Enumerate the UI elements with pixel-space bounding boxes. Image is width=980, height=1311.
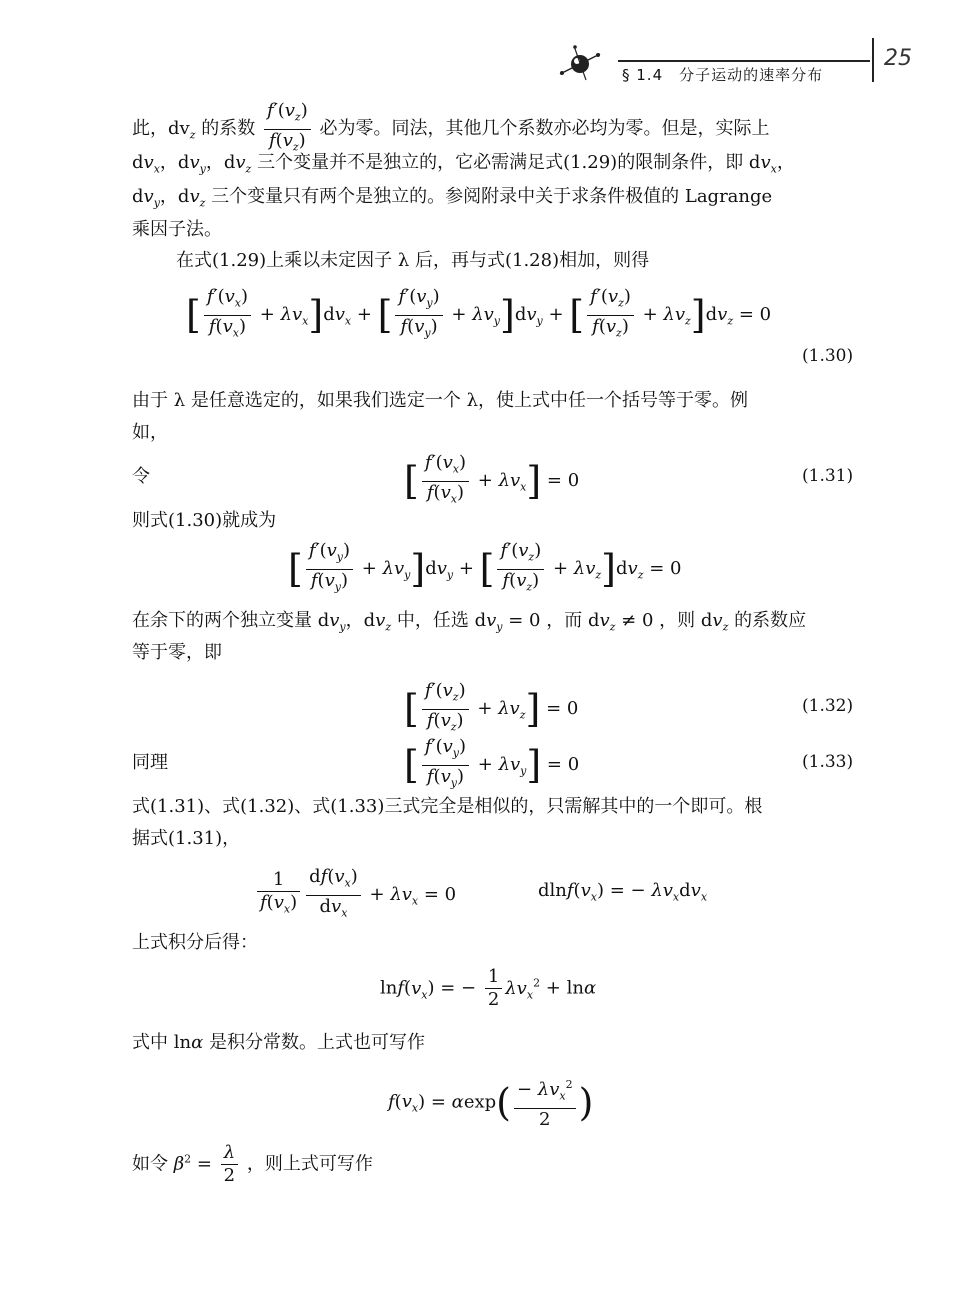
paragraph-line-5: 在式(1.29)上乘以未定因子 λ 后，再与式(1.28)相加，则得 [176, 250, 650, 271]
paragraph-line-1: 此，$dv_z$ 的系数 $\frac{f'(v_z)}{f(v_z)}$ 必为零。同法，其他几个系数亦必均为零。但是，实际上 [132, 100, 872, 158]
equation-number-1-31: (1.31) [802, 466, 854, 486]
running-header [622, 64, 823, 85]
equation-1-30: [ $\frac{f'(v_x)}{f(v_x)}$ + $\lambda v_x]dv_x$ + [ $\frac{f'(v_y)}{f(v_y)}$ + $\lambda v_y]dv_y$ + [ $\frac{f'(v_z)}{f(v_z)}$ + $\lambda v_z]dv_z = 0$ [186, 286, 771, 344]
paragraph-line-8: 则式(1.30)就成为 [132, 510, 277, 531]
paragraph-line-14: 式中 lnα 是积分常数。上式也可写作 [132, 1032, 425, 1053]
paragraph-line-7: 如， [132, 422, 168, 443]
equation-number-1-33: (1.33) [802, 752, 854, 772]
coefficient-fraction: $\frac{f'(v_z)}{f(v_z)}$ [264, 100, 311, 158]
equation-1-33: [ $\frac{f'(v_y)}{f(v_y)}$ + $\lambda v_y] = 0$ [404, 736, 579, 794]
equation-integrated: $\ln f(v_x)$ = − $\frac{1}{2}$ $\lambda v_x^2 + \ln\alpha$ [380, 966, 597, 1010]
paragraph-line-13: 上式积分后得： [132, 932, 258, 953]
paragraph-line-4: 乘因子法。 [132, 219, 222, 240]
equation-dln: $dlnf(v_x)$ = − $\lambda v_xdv_x$ [538, 880, 708, 904]
equation-exponential: $f(v_x) = \alpha\exp$( $\frac{- \lambda v_x^2}{2}$ ) [388, 1078, 594, 1130]
paragraph-line-11: 式(1.31)、式(1.32)、式(1.33)三式完全是相似的，只需解其中的一个即可。根 [132, 796, 763, 817]
section-number: § 1.4 [622, 66, 664, 84]
paragraph-line-15: 如令 $\beta^2$ = $\frac{\lambda}{2}$ ，则上式可写作 [132, 1142, 373, 1186]
label-ling: 令 [132, 466, 150, 487]
header-vertical-rule [872, 38, 874, 82]
equation-1-32: [ $\frac{f'(v_z)}{f(v_z)}$ + $\lambda v_z] = 0$ [404, 680, 578, 738]
page-number: 25 [884, 46, 912, 71]
paragraph-line-10: 等于零，即 [132, 642, 222, 663]
header-rule [618, 60, 870, 62]
equation-number-1-30: (1.30) [802, 346, 854, 366]
paragraph-line-2: $dv_x$，$dv_y$，$dv_z$ 三个变量并不是独立的，它必需满足式(1.29)的限制条件，即 $dv_x$， [132, 152, 795, 176]
equation-reduced: [ $\frac{f'(v_y)}{f(v_y)}$ + $\lambda v_y]dv_y$ + [ $\frac{f'(v_z)}{f(v_z)}$ + $\lambda v_z]dv_z = 0$ [288, 540, 681, 598]
label-tongli: 同理 [132, 752, 168, 773]
paragraph-line-3: $dv_y$，$dv_z$ 三个变量只有两个是独立的。参阅附录中关于求条件极值的 Lagrange [132, 186, 773, 210]
equation-1-31: [ $\frac{f'(v_x)}{f(v_x)}$ + $\lambda v_x] = 0$ [404, 452, 579, 510]
equation-differential: $\frac{1}{f(v_x)}$ $\frac{df(v_x)}{dv_x}$ + $\lambda v_x = 0$ [254, 866, 456, 924]
equation-number-1-32: (1.32) [802, 696, 854, 716]
atom-emblem-icon [556, 42, 604, 82]
paragraph-line-9: 在余下的两个独立变量 $dv_y$，$dv_z$ 中，任选 $dv_y = 0$ ，而 $dv_z \ne 0$ ，则 $dv_z$ 的系数应 [132, 610, 807, 634]
paragraph-line-12: 据式(1.31)， [132, 828, 241, 849]
section-title: 分子运动的速率分布 [679, 66, 824, 84]
paragraph-line-6: 由于 λ 是任意选定的，如果我们选定一个 λ，使上式中任一个括号等于零。例 [132, 390, 748, 411]
